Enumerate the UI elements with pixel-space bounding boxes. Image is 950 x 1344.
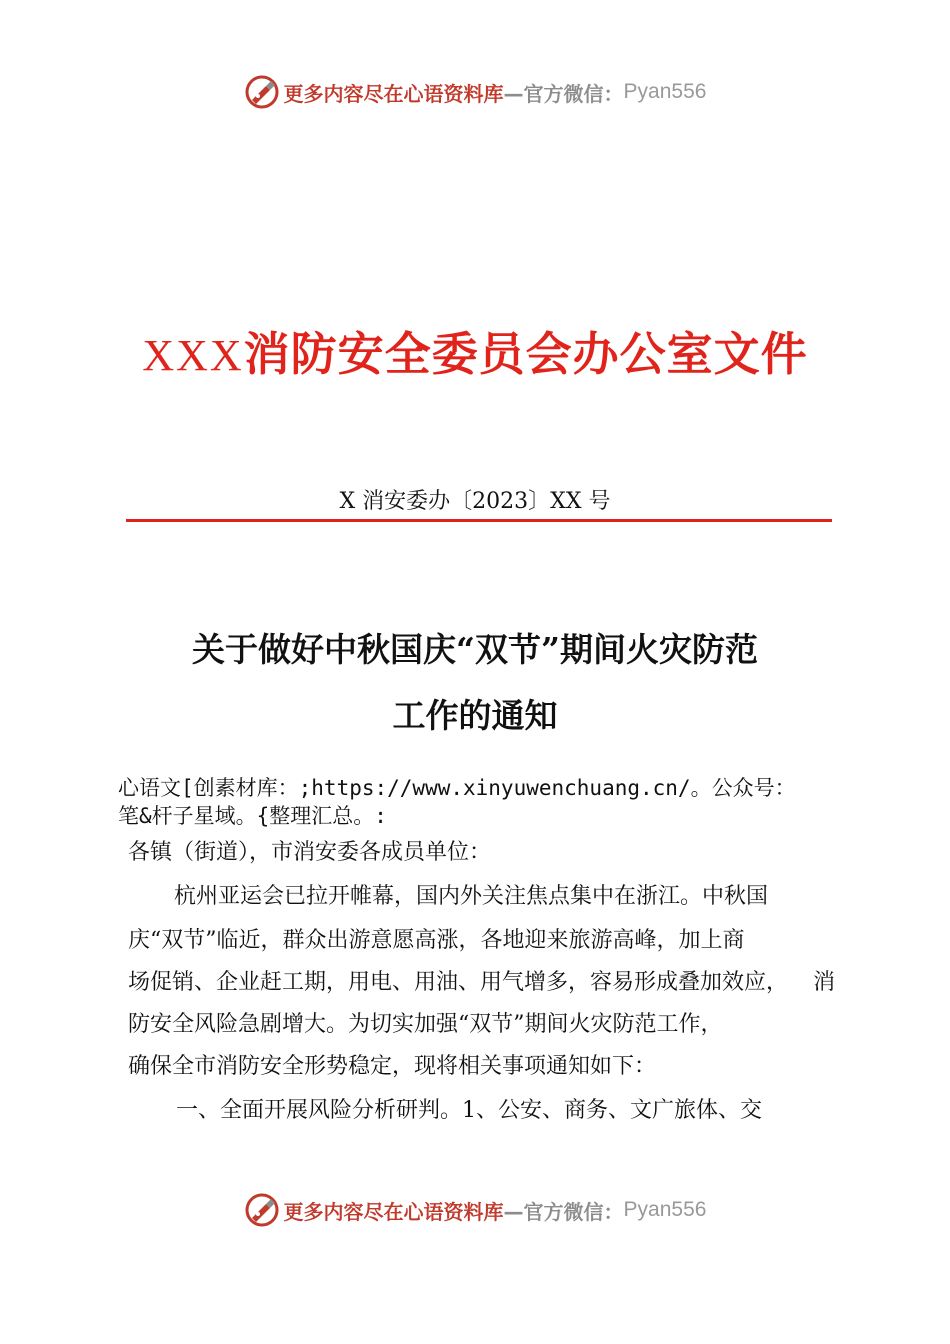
notice-title-line-2: 工作的通知	[392, 696, 558, 735]
watermark-red-text: 更多内容尽在心语资料库	[283, 1199, 504, 1224]
source-note-line-1: 心语文[创素材库：;https://www.xinyuwenchuang.cn/。公众号：	[118, 776, 796, 800]
body-line-6: 一、全面开展风险分析研判。1、公安、商务、文广旅体、交	[176, 1098, 762, 1123]
notice-title-line-1: 关于做好中秋国庆“双节”期间火灾防范	[192, 630, 758, 669]
document-masthead	[0, 318, 950, 384]
header-watermark	[0, 72, 950, 112]
body-line-4: 防安全风险急剧增大。为切实加强“双节”期间火灾防范工作，	[128, 1012, 723, 1037]
masthead-prefix: XXX	[142, 331, 244, 380]
body-line-1: 杭州亚运会已拉开帷幕，国内外关注焦点集中在浙江。中秋国	[174, 884, 769, 909]
body-line-2: 庆“双节”临近，群众出游意愿高涨，各地迎来旅游高峰，加上商	[128, 928, 745, 953]
watermark-wechat-id: Pyan556	[623, 80, 707, 103]
watermark-red-text: 更多内容尽在心语资料库	[283, 81, 504, 106]
body-line-5: 确保全市消防安全形势稳定，现将相关事项通知如下：	[128, 1054, 657, 1079]
watermark-wechat-id: Pyan556	[623, 1198, 707, 1221]
masthead-text: 消防安全委员会办公室文件	[243, 327, 808, 381]
watermark-grey-text: —官方微信：	[503, 81, 624, 106]
body-line-3-end: 消	[813, 970, 836, 995]
footer-watermark	[0, 1190, 950, 1230]
watermark-grey-text: —官方微信：	[503, 1199, 624, 1224]
salutation: 各镇（街道），市消安委各成员单位：	[128, 840, 492, 865]
red-divider-line	[126, 519, 832, 522]
source-note-line-2: 笔&杆子星域。{整理汇总。:	[118, 804, 387, 828]
pen-logo-icon	[244, 74, 280, 110]
body-line-3: 场促销、企业赶工期，用电、用油、用气增多，容易形成叠加效应，	[128, 970, 789, 995]
pen-logo-icon	[244, 1192, 280, 1228]
document-number: X 消安委办〔2023〕XX 号	[339, 489, 611, 514]
